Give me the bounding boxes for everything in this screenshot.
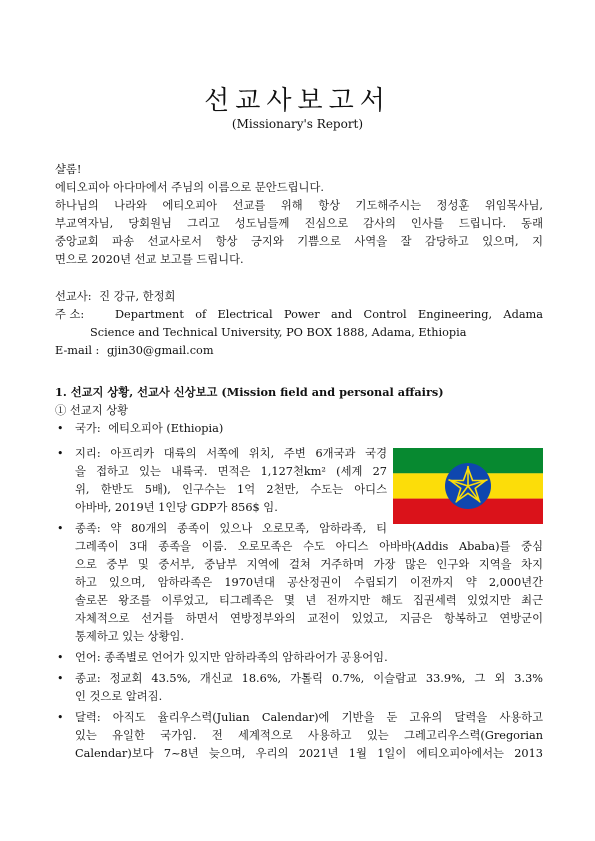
bullet-dot: • <box>57 447 64 460</box>
calendar-line-1: 달력: 아직도 율리우스력(Julian Calendar)에 기반을 둔 고유의 달력을 사용하고 <box>75 711 543 724</box>
geography-line-2: 을 접하고 있는 내륙국. 면적은 1,127천km² (세계 27 <box>75 465 387 478</box>
email-label: E-mail : <box>55 344 100 357</box>
document-title: 선교사보고서 <box>204 86 391 116</box>
section-1-heading: 1. 선교지 상황, 선교사 신상보고 (Mission field and personal affairs) <box>55 385 444 399</box>
address-line-1: Department of Electrical Power and Control Engineering, Adama <box>115 308 543 321</box>
religion-line-2: 인 것으로 알려짐. <box>75 690 163 703</box>
ethnic-line-7: 통제하고 있는 상황임. <box>75 630 184 643</box>
document-subtitle: (Missionary's Report) <box>231 117 364 131</box>
intro-line-3: 부교역자님, 당회원님 그리고 성도님들께 진심으로 감사의 인사를 드립니다. 동래 <box>55 217 543 230</box>
ethnic-line-2: 그레족이 3대 종족을 이룸. 오로모족은 수도 아디스 아바바(Addis Ababa)를 중심 <box>75 540 543 553</box>
intro-line-4: 중앙교회 파송 선교사로서 항상 긍지와 기쁨으로 사역을 잘 감당하고 있으며, 지 <box>55 235 543 248</box>
ethiopia-flag <box>393 448 543 524</box>
calendar-line-2: 있는 유일한 국가임. 전 세계적으로 사용하고 있는 그레고리우스력(Gregorian <box>75 729 543 742</box>
bullet-dot: • <box>57 711 64 724</box>
ethnic-line-1: 종족: 약 80개의 종족이 있으나 오로모족, 암하라족, 티 <box>75 522 387 535</box>
geography-line-1: 지리: 아프리카 대륙의 서쪽에 위치, 주변 6개국과 국경 <box>75 447 387 460</box>
country-row <box>75 422 223 436</box>
missionary-label: 선교사: <box>55 290 92 303</box>
address-line-2: Science and Technical University, PO BOX 1888, Adama, Ethiopia <box>90 326 467 339</box>
bullet-dot: • <box>57 672 64 685</box>
bullet-dot: • <box>57 651 64 664</box>
geography-line-4: 아바바, 2019년 1인당 GDP가 856$ 임. <box>75 501 278 514</box>
intro-line-5: 면으로 2020년 선교 보고를 드립니다. <box>55 253 244 266</box>
religion-line-1: 종교: 정교회 43.5%, 개신교 18.6%, 가톨릭 0.7%, 이슬람교 33.9%, 그 외 3.3% <box>75 672 543 685</box>
country-value: 에티오피아 (Ethiopia) <box>108 422 224 435</box>
email-row <box>55 344 214 358</box>
intro-line-2: 하나님의 나라와 에티오피아 선교를 위해 항상 기도해주시는 정성훈 위임목사님, <box>55 199 543 212</box>
ethnic-line-3: 으로 중부 및 중서부, 중남부 지역에 걸쳐 거주하며 가장 많은 인구와 지역을 차지 <box>75 558 543 571</box>
greeting: 샬롬! <box>55 163 82 176</box>
email-link[interactable]: gjin30@gmail.com <box>106 344 214 357</box>
language-line: 언어: 종족별로 언어가 있지만 암하라족의 암하라어가 공용어임. <box>75 651 388 664</box>
subsection-1-heading: ① 선교지 상황 <box>55 404 129 417</box>
address-label: 주 소: <box>55 308 85 321</box>
missionary-names: 진 강규, 한정희 <box>99 290 176 303</box>
ethnic-line-5: 솔로몬 왕조를 이루었고, 티그레족은 몇 년 전까지만 해도 집권세력 있었지만 최근 <box>75 594 543 607</box>
missionary-row <box>55 290 175 304</box>
country-label: 국가: <box>75 422 101 435</box>
ethnic-line-4: 하고 있으며, 암하라족은 1970년대 공산정권이 수립되기 이전까지 약 2,000년간 <box>75 576 543 589</box>
bullet-dot: • <box>57 522 64 535</box>
bullet-dot: • <box>57 422 64 435</box>
geography-line-3: 위, 한반도 5배), 인구수는 1억 2천만, 수도는 아디스 <box>75 483 387 496</box>
calendar-line-3: Calendar)보다 7~8년 늦으며, 우리의 2021년 1월 1일이 에티오피아에서는 2013 <box>75 747 543 760</box>
intro-line-1: 에티오피아 아다마에서 주님의 이름으로 문안드립니다. <box>55 181 324 194</box>
ethnic-line-6: 자체적으로 선거를 하면서 연방정부와의 교전이 있었고, 지금은 항복하고 연방군이 <box>75 612 543 625</box>
